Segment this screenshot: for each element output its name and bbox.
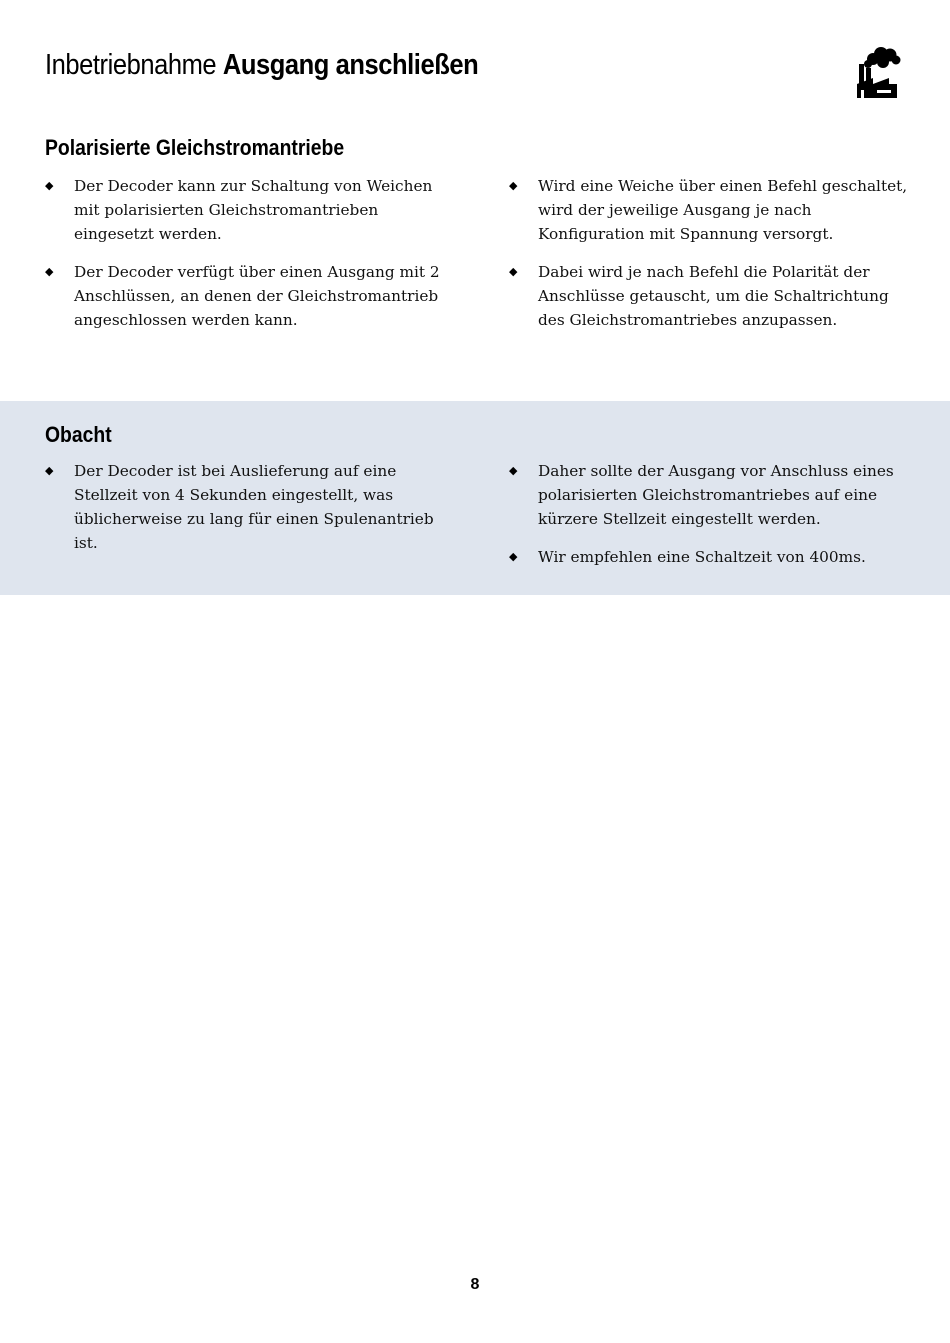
bullet-list-left xyxy=(45,174,445,346)
page-number: 8 xyxy=(470,1276,480,1293)
list-item: ◆ Wird eine Weiche über einen Befehl geschaltet, wird der jeweilige Ausgang je nach Konfiguration mit Spannung versorgt. xyxy=(509,174,909,246)
section-title: Polarisierte Gleichstromantriebe xyxy=(45,135,345,160)
list-item: ◆ Der Decoder verfügt über einen Ausgang mit 2 Anschlüssen, an denen der Gleichstromantrieb angeschlossen werden kann. xyxy=(45,260,445,332)
list-item: ◆ Wir empfehlen eine Schaltzeit von 400ms. xyxy=(509,545,909,569)
page-title-topic: Ausgang anschließen xyxy=(222,49,479,81)
bullet-list-left xyxy=(45,459,445,569)
bullet-list-right xyxy=(509,174,909,346)
list-item: ◆ Dabei wird je nach Befehl die Polarität der Anschlüsse getauscht, um die Schaltrichtung des Gleichstromantriebes anzupassen. xyxy=(509,260,909,332)
section-caution xyxy=(0,401,950,595)
bullet-list-right xyxy=(509,459,909,583)
list-item: ◆ Daher sollte der Ausgang vor Anschluss eines polarisierten Gleichstromantriebes auf eine kürzere Stellzeit eingestellt werden. xyxy=(509,459,909,531)
list-item: ◆ Der Decoder ist bei Auslieferung auf eine Stellzeit von 4 Sekunden eingestellt, was üblicherweise zu lang für einen Spulenantrieb ist. xyxy=(45,459,445,555)
list-item: ◆ Der Decoder kann zur Schaltung von Weichen mit polarisierten Gleichstromantrieben eingesetzt werden. xyxy=(45,174,445,246)
section-polarized-drives xyxy=(0,132,950,352)
section-title: Obacht xyxy=(45,422,112,447)
factory-icon xyxy=(853,46,901,100)
page-title xyxy=(45,44,478,86)
page-title-chapter: Inbetriebnahme xyxy=(45,49,217,81)
